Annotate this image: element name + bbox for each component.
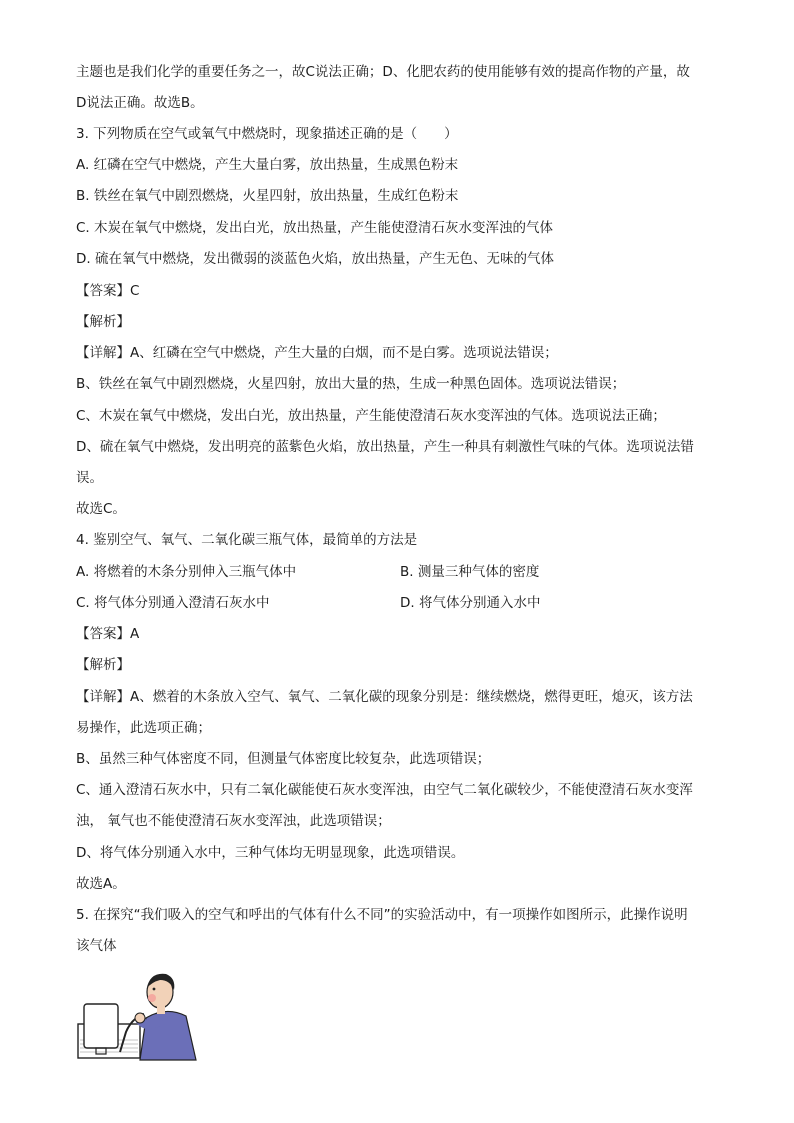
q4-detail-b: B、虽然三种气体密度不同，但测量气体密度比较复杂，此选项错误； — [76, 751, 491, 767]
q3-analysis-heading: 【解析】 — [76, 314, 130, 330]
q3-answer: 【答案】C — [76, 283, 140, 299]
text-line: 主题也是我们化学的重要任务之一，故C说法正确；D、化肥农药的使用能够有效的提高作物的产量，故 — [76, 64, 690, 80]
q4-detail-c: C、通入澄清石灰水中，只有二氧化碳能使石灰水变浑浊，由空气二氧化碳较少，不能使澄清石灰水变浑 — [76, 782, 693, 798]
q3-detail-d-cont: 误。 — [76, 470, 103, 486]
q4-conclusion: 故选A。 — [76, 876, 126, 892]
q3-option-c: C. 木炭在氧气中燃烧，发出白光，放出热量，产生能使澄清石灰水变浑浊的气体 — [76, 220, 554, 236]
q3-detail-c: C、木炭在氧气中燃烧，发出白光，放出热量，产生能使澄清石灰水变浑浊的气体。选项说法正确； — [76, 408, 666, 424]
q4-option-c: C. 将气体分别通入澄清石灰水中 — [76, 595, 270, 611]
question-5-stem-cont: 该气体 — [76, 938, 117, 954]
q3-detail-b: B、铁丝在氧气中剧烈燃烧，火星四射，放出大量的热，生成一种黑色固体。选项说法错误； — [76, 376, 626, 392]
q4-detail-c-cont: 浊， 氧气也不能使澄清石灰水变浑浊，此选项错误； — [76, 813, 391, 829]
q3-option-b: B. 铁丝在氧气中剧烈燃烧，火星四射，放出热量，生成红色粉末 — [76, 188, 459, 204]
q3-option-a: A. 红磷在空气中燃烧，产生大量白雾，放出热量，生成黑色粉末 — [76, 157, 459, 173]
question-4-stem: 4. 鉴别空气、氧气、二氧化碳三瓶气体，最简单的方法是 — [76, 532, 418, 548]
question-5-stem: 5. 在探究“我们吸入的空气和呼出的气体有什么不同”的实验活动中，有一项操作如图所示，此操作说明 — [76, 907, 688, 923]
q4-option-b: B. 测量三种气体的密度 — [400, 564, 540, 580]
q3-conclusion: 故选C。 — [76, 501, 126, 517]
q4-detail-a: 【详解】A、燃着的木条放入空气、氧气、二氧化碳的现象分别是：继续燃烧，燃得更旺，熄灭，该方法 — [76, 689, 693, 705]
q4-answer: 【答案】A — [76, 626, 140, 642]
q3-detail-d: D、硫在氧气中燃烧，发出明亮的蓝紫色火焰，放出热量，产生一种具有刺激性气味的气体。选项说法错 — [76, 439, 694, 455]
person-blowing-into-bottle-icon — [74, 962, 200, 1062]
q3-option-d: D. 硫在氧气中燃烧，发出微弱的淡蓝色火焰，放出热量，产生无色、无味的气体 — [76, 251, 554, 267]
q4-analysis-heading: 【解析】 — [76, 657, 130, 673]
q3-detail-a: 【详解】A、红磷在空气中燃烧，产生大量的白烟，而不是白雾。选项说法错误； — [76, 345, 558, 361]
q4-detail-a-cont: 易操作，此选项正确； — [76, 720, 211, 736]
q4-detail-d: D、将气体分别通入水中，三种气体均无明显现象，此选项错误。 — [76, 845, 465, 861]
q4-option-a: A. 将燃着的木条分别伸入三瓶气体中 — [76, 564, 297, 580]
q4-option-d: D. 将气体分别通入水中 — [400, 595, 541, 611]
text-line: D说法正确。故选B。 — [76, 95, 204, 111]
question-3-stem: 3. 下列物质在空气或氧气中燃烧时，现象描述正确的是（ ） — [76, 126, 458, 142]
